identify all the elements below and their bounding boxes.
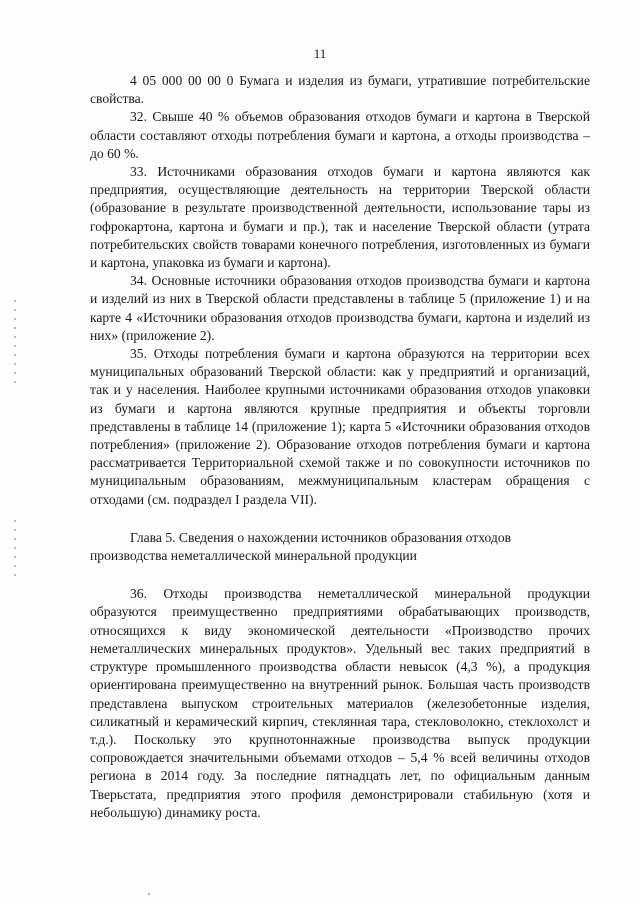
- paragraph-35: 35. Отходы потребления бумаги и картона образуются на территории всех муниципальных образований Тверской области: как у предприятий и организаций, так и у населения. Наиболее крупными источниками образования отходов упаковки из бумаги и картона являются крупные предприятия и объекты торговли представлены в таблице 14 (приложение 1); карта 5 «Источники образования отходов потребления» (приложение 2). Образование отходов потребления бумаги и картона рассматривается Территориальной схемой также и по совокупности источников по муниципальным образованиям, межмуниципальным кластерам обращения с отходами (см. подраздел I раздела VII).: [90, 346, 590, 507]
- paragraph-32: 32. Свыше 40 % объемов образования отходов бумаги и картона в Тверской области составляют отходы потребления бумаги и картона, а отходы производства – до 60 %.: [90, 109, 590, 161]
- chapter-5-heading: Глава 5. Сведения о нахождении источников образования отходов производства неметаллической минеральной продукции: [90, 529, 512, 564]
- scan-speck: [148, 893, 150, 895]
- scan-artifact: [14, 300, 16, 390]
- scan-artifact: [14, 520, 16, 580]
- document-body: [90, 72, 590, 822]
- paragraph-36: 36. Отходы производства неметаллической минеральной продукции образуются преимущественно предприятиями обрабатывающих производств, относящихся к виду экономической деятельности «Производство прочих неметаллических минеральных продуктов». Удельный вес таких предприятий в структуре промышленного производства области невысок (4,3 %), а продукция ориентирована преимущественно на внутренний рынок. Большая часть производств представлена выпуском строительных материалов (железобетонные изделия, силикатный и керамический кирпич, стеклянная тара, стекловолокно, стеклохолст и т.д.). Поскольку это крупнотоннажные производства выпуск продукции сопровождается значительными объемами отходов – 5,4 % всей величины отходов региона в 2014 году. За последние пятнадцать лет, по официальным данным Тверьстата, предприятия этого профиля демонстрировали стабильную (хотя и небольшую) динамику роста.: [90, 586, 590, 820]
- page-number: 11: [313, 46, 327, 61]
- paragraph-34: 34. Основные источники образования отходов производства бумаги и картона и изделий из них в Тверской области представлены в таблице 5 (приложение 1) и на карте 4 «Источники образования отходов производства бумаги, картона и изделий из них» (приложение 2).: [90, 273, 590, 343]
- paragraph-33: 33. Источниками образования отходов бумаги и картона являются как предприятия, осуществляющие деятельность на территории Тверской области (образование в результате производственной деятельности, использование тары из гофрокартона, картона и бумаги и пр.), так и население Тверской области (утрата потребительских свойств товарами конечного потребления, изготовленных из бумаги и картона, упаковка из бумаги и картона).: [90, 164, 590, 271]
- paragraph-waste-code: 4 05 000 00 00 0 Бумага и изделия из бумаги, утратившие потребительские свойства.: [90, 73, 590, 107]
